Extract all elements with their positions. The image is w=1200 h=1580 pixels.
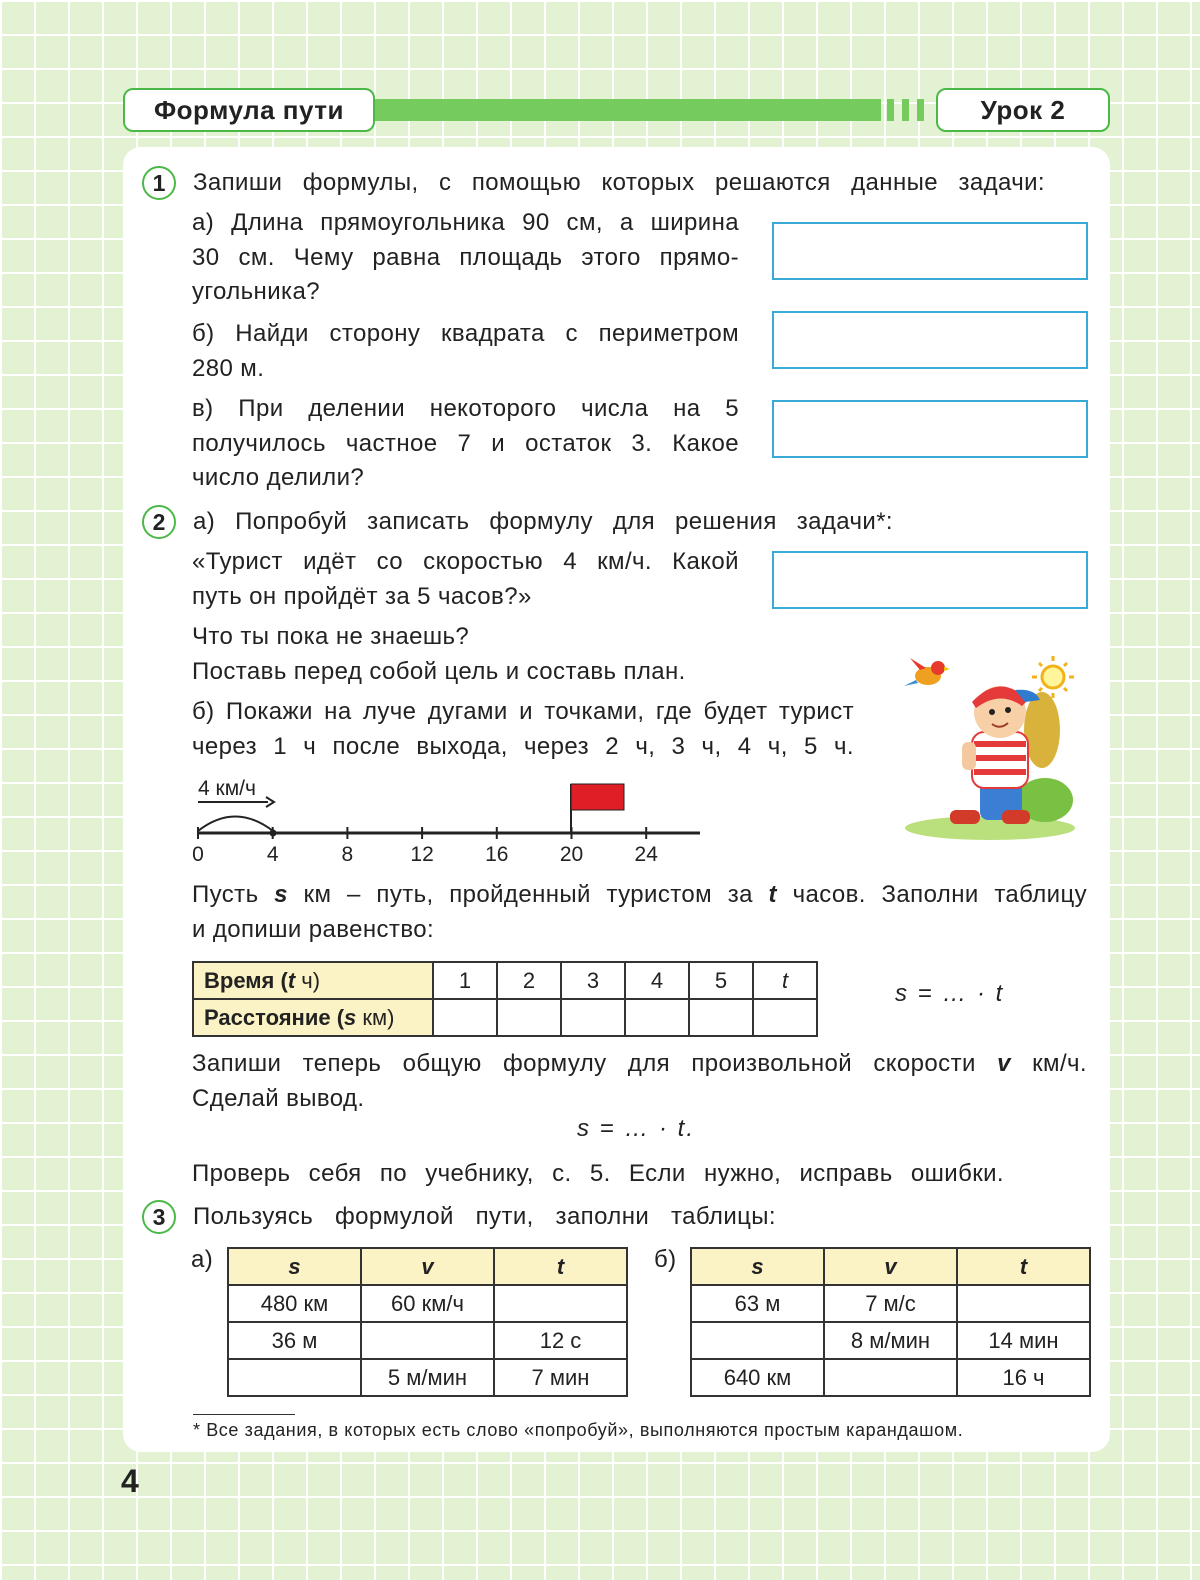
table-cell: 60 км/ч: [361, 1285, 494, 1322]
table-cell: 5 м/мин: [361, 1359, 494, 1396]
table-cell: 14 мин: [957, 1322, 1090, 1359]
task-2a-plan: Что ты пока не знаешь? Поставь перед собой цель и составь план.: [192, 623, 686, 685]
sun-icon: [1032, 656, 1074, 698]
footnote: * Все задания, в которых есть слово «попробуй», выполняются простым карандашом.: [193, 1420, 964, 1440]
task-1-number: 1: [142, 166, 176, 200]
time-cell: 2: [497, 962, 561, 999]
table-input-cell[interactable]: [691, 1322, 824, 1359]
distance-input-cell[interactable]: [753, 999, 817, 1036]
ray-tick-label: 0: [192, 843, 204, 866]
speed-label: 4 км/ч: [198, 777, 256, 800]
answer-box-1b[interactable]: [772, 311, 1088, 369]
header-stripe: [917, 99, 924, 121]
page-number: 4: [121, 1463, 139, 1499]
ray-tick-label: 24: [634, 843, 658, 866]
ray-tick-label: 4: [266, 843, 279, 866]
task-1-intro: Запиши формулы, с помощью которых решаются данные задачи:: [193, 169, 1045, 196]
general-formula-text: Запиши теперь общую формулу для произвольной скорости v км/ч. Сделай вывод.: [192, 1050, 1087, 1112]
footnote-divider: [193, 1414, 295, 1415]
table-cell: 8 м/мин: [824, 1322, 957, 1359]
task-3-intro: Пользуясь формулой пути, заполни таблицы:: [193, 1203, 776, 1230]
first-arc: [198, 817, 273, 832]
bird-icon: [904, 658, 950, 686]
task-2a-quote: «Турист идёт со скоростью 4 км/ч. Какой путь он пройдёт за 5 часов?»: [192, 548, 739, 610]
task-1a-text: а) Длина прямоугольника 90 см, а ширина 30 см. Чему равна площадь этого прямо- угольника?: [192, 209, 739, 305]
header-stripe: [887, 99, 894, 121]
time-cell: t: [753, 962, 817, 999]
task-2a-intro: а) Попробуй записать формулу для решения задачи*:: [193, 508, 893, 535]
distance-input-cell[interactable]: [497, 999, 561, 1036]
time-cell: 4: [625, 962, 689, 999]
table-cell: 640 км: [691, 1359, 824, 1396]
table-input-cell[interactable]: [228, 1359, 361, 1396]
table-input-cell[interactable]: [494, 1285, 627, 1322]
task-2b-text: б) Покажи на луче дугами и точками, где будет турист через 1 ч после выхода, через 2 ч, 3 ч, 4 ч, 5 ч.: [192, 698, 854, 760]
header-s: s: [691, 1248, 824, 1285]
task-2-number: 2: [142, 505, 176, 539]
table-cell: 63 м: [691, 1285, 824, 1322]
let-text: Пусть s км – путь, пройденный туристом за t часов. Заполни таблицу и допиши равенство:: [192, 881, 1088, 943]
ray-tick-label: 16: [485, 843, 509, 866]
distance-input-cell[interactable]: [625, 999, 689, 1036]
answer-box-1a[interactable]: [772, 222, 1088, 280]
task-3-number: 3: [142, 1200, 176, 1234]
header-t: t: [494, 1248, 627, 1285]
table-cell: 480 км: [228, 1285, 361, 1322]
header-bar: [375, 99, 881, 121]
distance-input-cell[interactable]: [689, 999, 753, 1036]
table-cell: 36 м: [228, 1322, 361, 1359]
header-stripe: [902, 99, 909, 121]
time-cell: 5: [689, 962, 753, 999]
header-v: v: [824, 1248, 957, 1285]
table-a-label: а): [191, 1246, 214, 1273]
formula-specific: s = … · t: [895, 980, 1005, 1007]
tourist-illustration: [890, 650, 1090, 850]
ray-tick-label: 12: [410, 843, 434, 866]
table-b-label: б): [654, 1246, 677, 1273]
table-input-cell[interactable]: [824, 1359, 957, 1396]
flag: [571, 784, 624, 810]
time-cell: 3: [561, 962, 625, 999]
task-1b-text: б) Найди сторону квадрата с периметром 280 м.: [192, 320, 739, 382]
check-text: Проверь себя по учебнику, с. 5. Если нужно, исправь ошибки.: [192, 1160, 1004, 1187]
row-label-time: Время (t ч): [193, 962, 433, 999]
row-label-distance: Расстояние (s км): [193, 999, 433, 1036]
lesson-title: Формула пути: [123, 88, 375, 132]
table-input-cell[interactable]: [957, 1285, 1090, 1322]
answer-box-2a[interactable]: [772, 551, 1088, 609]
formula-general: s = … · t.: [577, 1115, 696, 1142]
number-ray: [180, 770, 720, 870]
table-cell: 7 м/с: [824, 1285, 957, 1322]
distance-input-cell[interactable]: [433, 999, 497, 1036]
table-cell: 12 с: [494, 1322, 627, 1359]
speed-table-b: [690, 1247, 1091, 1397]
header-t: t: [957, 1248, 1090, 1285]
header-v: v: [361, 1248, 494, 1285]
ray-tick-label: 8: [341, 843, 354, 866]
time-distance-table: [192, 961, 818, 1037]
task-1c-text: в) При делении некоторого числа на 5 получилось частное 7 и остаток 3. Какое число делили?: [192, 395, 739, 491]
table-cell: 7 мин: [494, 1359, 627, 1396]
header-s: s: [228, 1248, 361, 1285]
speed-table-a: [227, 1247, 628, 1397]
lesson-number: Урок 2: [936, 88, 1110, 132]
time-cell: 1: [433, 962, 497, 999]
table-cell: 16 ч: [957, 1359, 1090, 1396]
answer-box-1c[interactable]: [772, 400, 1088, 458]
ray-tick-label: 20: [559, 843, 584, 866]
distance-input-cell[interactable]: [561, 999, 625, 1036]
table-input-cell[interactable]: [361, 1322, 494, 1359]
